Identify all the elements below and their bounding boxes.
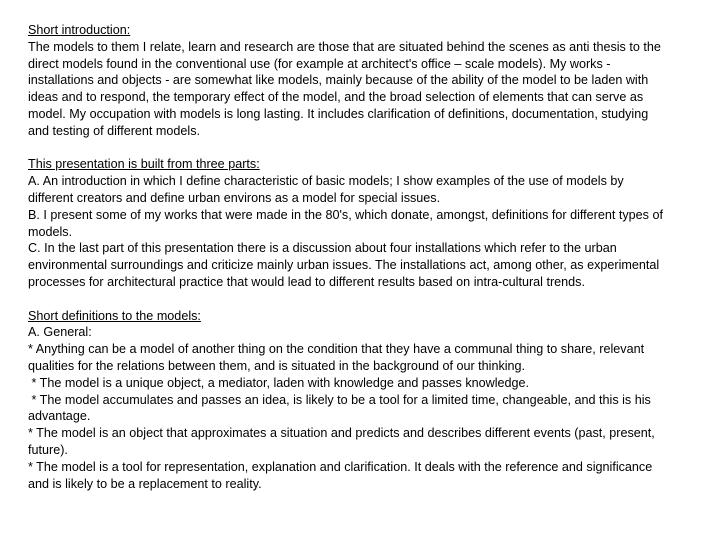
paragraph: B. I present some of my works that were made in the 80's, which donate, amongst, definitions for different types of models. (28, 207, 663, 239)
paragraph: * Anything can be a model of another thing on the condition that they have a communal thing to share, relevant qualities for the relations between them, and is situated in the background of our thinking. (28, 342, 645, 373)
section-presentation-parts (28, 156, 668, 290)
section-heading: Short introduction: (28, 23, 131, 37)
paragraph: A. An introduction in which I define characteristic of basic models; I show examples of the use of models by different creators and define urban environs as a model for special issues. (28, 174, 624, 205)
paragraph: The models to them I relate, learn and research are those that are situated behind the scenes as anti thesis to the direct models found in the conventional use (for example at architect's office – scale models). My works - installations and objects - are somewhat like models, mainly because of the ability of the model to be laden with ideas and to respond, the temporary effect of the model, and the broad selection of elements that can serve as model. My occupation with models is long lasting. It includes clarification of definitions, documentation, studying and testing of different models. (28, 39, 661, 138)
paragraph: * The model is a unique object, a mediator, laden with knowledge and passes knowledge. (28, 375, 530, 390)
paragraph: * The model is an object that approximates a situation and predicts and describes different events (past, present, future). (28, 426, 655, 457)
document-page (28, 22, 668, 492)
section-heading: Short definitions to the models: (28, 308, 201, 323)
section-heading: This presentation is built from three parts: (28, 157, 260, 172)
section-introduction (28, 22, 668, 140)
paragraph: * The model is a tool for representation, explanation and clarification. It deals with the reference and significance and is likely to be a replacement to reality. (28, 459, 653, 491)
paragraph: A. General: (28, 325, 92, 340)
paragraph: C. In the last part of this presentation there is a discussion about four installations which refer to the urban environmental surroundings and criticize mainly urban issues. The installations act, among other, as experimental processes for architectural practice that would lead to different results based on intra-cultural trends. (28, 241, 660, 289)
paragraph: * The model accumulates and passes an idea, is likely to be a tool for a limited time, changeable, and this is his advantage. (28, 392, 655, 424)
section-definitions (28, 308, 668, 493)
